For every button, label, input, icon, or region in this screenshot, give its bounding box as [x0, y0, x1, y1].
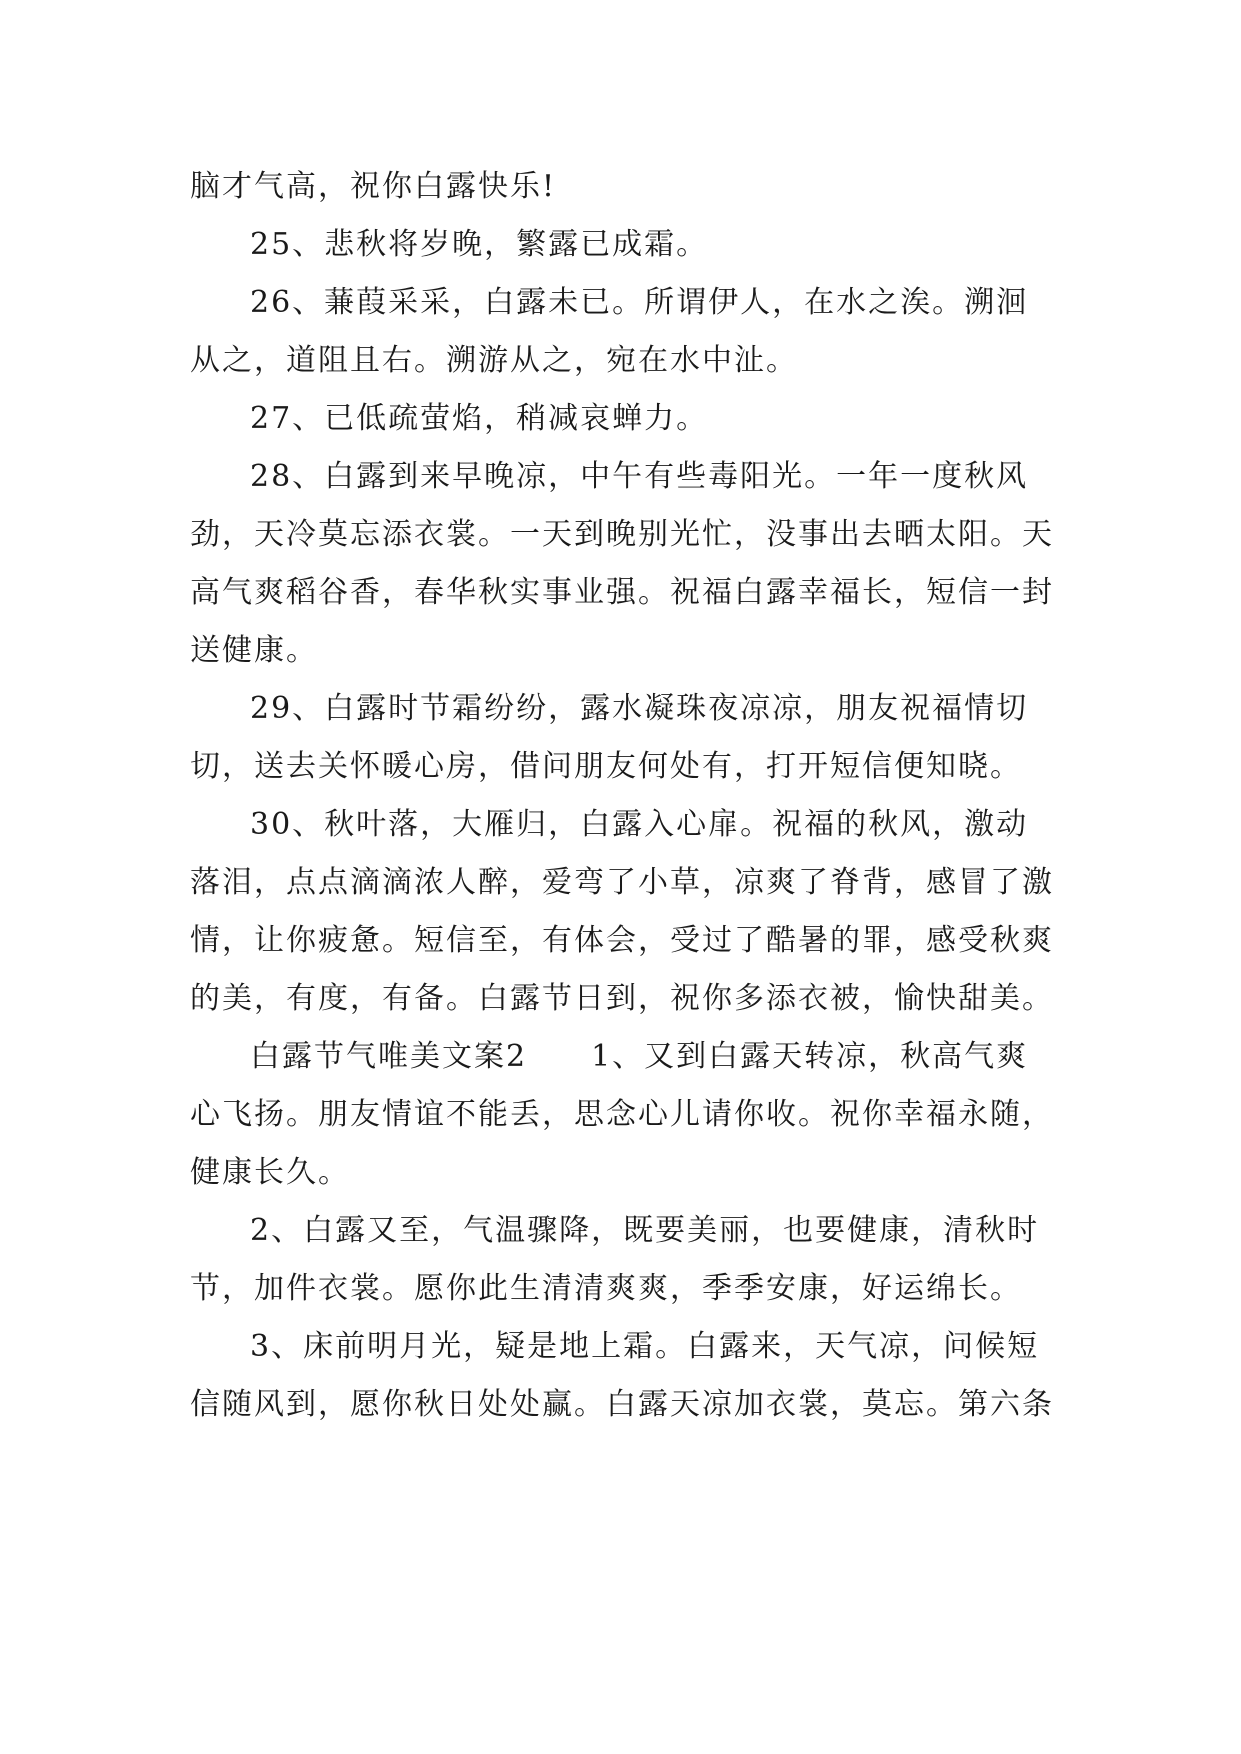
- paragraph: 脑才气高，祝你白露快乐!: [190, 169, 557, 204]
- section-heading-paragraph: 白露节气唯美文案2 1、又到白露天转凉，秋高气爽心飞扬。朋友情谊不能丢，思念心儿请你收。祝你幸福永随，健康长久。: [190, 1039, 1054, 1190]
- paragraph: 26、蒹葭采采，白露未已。所谓伊人，在水之涘。溯洄从之，道阻且右。溯游从之，宛在水中沚。: [190, 285, 1029, 378]
- paragraph: 27、已低疏萤焰，稍减哀蝉力。: [250, 401, 709, 436]
- document-body: [190, 158, 1055, 1434]
- paragraph: 29、白露时节霜纷纷，露水凝珠夜凉凉，朋友祝福情切切，送去关怀暖心房，借问朋友何处有，打开短信便知晓。: [190, 691, 1029, 784]
- paragraph: 3、床前明月光，疑是地上霜。白露来，天气凉，问候短信随风到，愿你秋日处处赢。白露天凉加衣裳，莫忘。第六条: [190, 1329, 1054, 1422]
- paragraph: 30、秋叶落，大雁归，白露入心扉。祝福的秋风，激动落泪，点点滴滴浓人醉，爱弯了小草，凉爽了脊背，感冒了激情，让你疲惫。短信至，有体会，受过了酷暑的罪，感受秋爽的美，有度，有备。白露节日到，祝你多添衣被，愉快甜美。: [190, 807, 1054, 1016]
- paragraph: 28、白露到来早晚凉，中午有些毒阳光。一年一度秋风劲，天冷莫忘添衣裳。一天到晚别光忙，没事出去晒太阳。天高气爽稻谷香，春华秋实事业强。祝福白露幸福长，短信一封送健康。: [190, 459, 1054, 668]
- paragraph: 25、悲秋将岁晚，繁露已成霜。: [250, 227, 709, 262]
- paragraph: 2、白露又至，气温骤降，既要美丽，也要健康，清秋时节，加件衣裳。愿你此生清清爽爽，季季安康，好运绵长。: [190, 1213, 1040, 1306]
